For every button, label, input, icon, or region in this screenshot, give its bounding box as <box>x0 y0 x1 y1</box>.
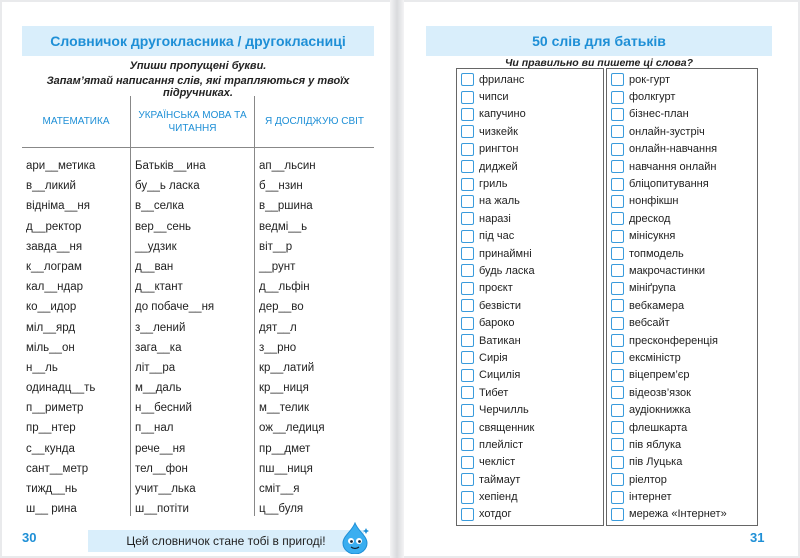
checklist-word: відеозв’язок <box>629 386 691 399</box>
checkbox[interactable] <box>461 404 474 417</box>
word-item: ап__льсин <box>259 160 316 172</box>
checklist-item <box>457 141 603 158</box>
checklist-item <box>457 488 603 505</box>
checklist-word: на жаль <box>479 195 520 208</box>
checklist-word: безвісти <box>479 299 522 312</box>
checkbox[interactable] <box>461 247 474 260</box>
checklist-item <box>457 471 603 488</box>
word-item: п__нал <box>135 422 174 435</box>
checklist-item <box>607 349 757 366</box>
checklist-item <box>607 88 757 105</box>
checklist-word: вебкамера <box>629 299 685 312</box>
checklist-word: пів Луцька <box>629 456 683 469</box>
word-item: в__ликий <box>26 180 76 193</box>
checkbox[interactable] <box>611 317 624 330</box>
word-item: кр__ниця <box>259 382 309 395</box>
checklist-word: флешкарта <box>629 421 688 434</box>
checklist-word: топмодель <box>629 247 684 260</box>
checklist-item <box>457 106 603 123</box>
checkbox[interactable] <box>611 299 624 312</box>
checkbox[interactable] <box>611 404 624 417</box>
checkbox[interactable] <box>611 143 624 156</box>
checklist-item <box>607 314 757 331</box>
checklist-item <box>607 141 757 158</box>
word-item: літ__ра <box>135 361 176 374</box>
word-list <box>131 148 254 519</box>
word-item: в__селка <box>135 200 185 213</box>
word-item: тижд__нь <box>26 483 78 495</box>
word-item: сант__метр <box>26 462 89 475</box>
checklist-item <box>607 106 757 123</box>
word-item: зага__ка <box>135 341 182 354</box>
word-item: н__бесний <box>135 402 192 415</box>
checklist-item <box>607 123 757 140</box>
checkbox[interactable] <box>611 508 624 521</box>
checklist-item <box>457 332 603 349</box>
word-item: __рунт <box>259 260 296 273</box>
checklist-item <box>607 228 757 245</box>
word-item: __удзик <box>135 240 177 253</box>
checkbox[interactable] <box>611 386 624 399</box>
checklist-item <box>457 367 603 384</box>
checkbox[interactable] <box>461 351 474 364</box>
word-item: до побаче__ня <box>135 301 215 314</box>
checklist-item <box>457 454 603 471</box>
word-item: д__ван <box>135 260 174 273</box>
checklist-item <box>457 349 603 366</box>
checklist-item <box>457 228 603 245</box>
checkbox[interactable] <box>611 351 624 364</box>
instruction-fill-letters: Упиши пропущені букви. <box>129 60 267 72</box>
checklist-word: будь ласка <box>479 264 535 277</box>
word-item: пр__нтер <box>26 422 76 435</box>
word-item: Батьків__ина <box>135 160 206 172</box>
question-text: Чи правильно ви пишете ці слова? <box>505 57 693 69</box>
checklist-item <box>457 401 603 418</box>
word-item: д__ктант <box>135 281 183 294</box>
word-item: сміт__я <box>259 483 300 495</box>
word-item: в__ршина <box>259 200 313 213</box>
page-number-left: 30 <box>22 530 37 545</box>
checklist-word: чипси <box>479 91 509 104</box>
checkbox[interactable] <box>461 334 474 347</box>
checklist-item <box>607 506 757 523</box>
checklist-word: фолкгурт <box>629 91 676 104</box>
checklist-item <box>607 332 757 349</box>
checklist-item <box>607 436 757 453</box>
checklist-word: аудіокнижка <box>629 404 691 417</box>
word-item: віт__р <box>259 240 293 253</box>
word-item: дят__л <box>259 321 297 334</box>
checkbox[interactable] <box>611 195 624 208</box>
checkbox[interactable] <box>461 178 474 191</box>
checkbox[interactable] <box>611 264 624 277</box>
checklist-word: вебсайт <box>629 317 670 330</box>
word-item: кр__латий <box>259 361 315 374</box>
right-banner: 50 слів для батьків <box>426 26 772 56</box>
checklist-word: таймаут <box>479 473 521 486</box>
checklist-word: диджей <box>479 160 518 173</box>
checklist-item <box>607 401 757 418</box>
checklist-word: онлайн-зустріч <box>629 125 705 138</box>
checklist-word: хотдог <box>479 508 512 521</box>
word-item: н__ль <box>26 361 58 374</box>
footer-banner: Цей словничок стане тобі в пригоді! <box>88 530 364 552</box>
checklist-word: капучино <box>479 108 526 121</box>
checkbox[interactable] <box>461 421 474 434</box>
checkbox[interactable] <box>611 473 624 486</box>
checkbox[interactable] <box>611 491 624 504</box>
checkbox[interactable] <box>461 299 474 312</box>
checklist-item <box>607 280 757 297</box>
checklist-word: бліцопитування <box>629 178 709 191</box>
word-item: дер__во <box>259 301 304 314</box>
word-item: з__рно <box>259 341 297 354</box>
checkbox[interactable] <box>461 491 474 504</box>
checklist-word: пресконференція <box>629 334 718 347</box>
checklist-word: наразі <box>479 212 511 225</box>
checkbox[interactable] <box>611 421 624 434</box>
checkbox[interactable] <box>461 212 474 225</box>
checklist-word: фриланс <box>479 73 525 86</box>
checklist-word: мережа «Інтернет» <box>629 508 727 521</box>
checklist-item <box>607 175 757 192</box>
word-item: ц__буля <box>259 503 304 516</box>
checklist-item <box>607 384 757 401</box>
checklist-word: Сицилія <box>479 369 521 382</box>
word-item: учит__лька <box>135 483 196 495</box>
checklist-word: ріелтор <box>629 473 667 486</box>
left-banner: Словничок другокласника / другокласниці <box>22 26 374 56</box>
checklist-word: ексміністр <box>629 351 681 364</box>
word-item: м__телик <box>259 402 310 415</box>
word-item: ож__ледиця <box>259 422 325 435</box>
checkbox[interactable] <box>611 160 624 173</box>
word-item: пш__ниця <box>259 462 313 475</box>
checklist-item <box>457 88 603 105</box>
word-item: ко__идор <box>26 301 77 314</box>
checklist <box>607 69 757 523</box>
checklist-word: бізнес-план <box>629 108 689 121</box>
checklist-item <box>607 367 757 384</box>
checklist <box>457 69 603 523</box>
checkbox[interactable] <box>611 456 624 469</box>
checklist-word: мініґрупа <box>629 282 676 295</box>
column-ukrainian <box>130 96 254 516</box>
checklist-word: принаймні <box>479 247 532 260</box>
checklist-word: рингтон <box>479 143 519 156</box>
word-item: д__льфін <box>259 281 310 294</box>
checkbox[interactable] <box>461 369 474 382</box>
checklist-item <box>457 384 603 401</box>
word-item: міл__ярд <box>26 321 76 334</box>
column-header: УКРАЇНСЬКА МОВА ТА ЧИТАННЯ <box>131 96 254 148</box>
words-column-left <box>456 68 604 526</box>
words-column-right <box>606 68 758 526</box>
checkbox[interactable] <box>461 456 474 469</box>
checkbox[interactable] <box>611 282 624 295</box>
checkbox[interactable] <box>611 73 624 86</box>
column-header: МАТЕМАТИКА <box>22 96 130 148</box>
checklist-word: Тибет <box>479 386 509 399</box>
checkbox[interactable] <box>611 178 624 191</box>
word-item: бу__ь ласка <box>135 180 200 193</box>
checklist-word: Черчилль <box>479 404 529 417</box>
checklist-word: макрочастинки <box>629 264 706 277</box>
checklist-item <box>457 419 603 436</box>
checklist-item <box>607 454 757 471</box>
checklist-item <box>457 314 603 331</box>
checkbox[interactable] <box>461 317 474 330</box>
checkbox[interactable] <box>461 108 474 121</box>
checklist-item <box>457 158 603 175</box>
checkbox[interactable] <box>611 247 624 260</box>
word-item: тел__фон <box>135 462 188 475</box>
checkbox[interactable] <box>461 282 474 295</box>
word-item: ш__потіти <box>135 503 189 516</box>
checklist-item <box>457 175 603 192</box>
checkbox[interactable] <box>461 508 474 521</box>
checklist-word: пів яблука <box>629 438 682 451</box>
instruction-remember: Запам’ятай написання слів, які трапляються у твоїх підручниках. <box>46 75 350 99</box>
checklist-word: хепіенд <box>479 491 518 504</box>
word-item: кал__ндар <box>26 281 84 294</box>
checklist-word: гриль <box>479 178 508 191</box>
word-list <box>22 148 130 519</box>
checkbox[interactable] <box>461 195 474 208</box>
word-list <box>255 148 374 519</box>
vocabulary-table <box>22 96 374 516</box>
word-item: одинадц__ть <box>26 382 96 395</box>
checkbox[interactable] <box>461 230 474 243</box>
word-item: ари__метика <box>26 160 96 172</box>
checklist-word: плейліст <box>479 438 524 451</box>
checklist-item <box>607 419 757 436</box>
left-page <box>2 2 390 556</box>
checklist-item <box>607 158 757 175</box>
word-item: с__кунда <box>26 442 75 455</box>
checkbox[interactable] <box>611 212 624 225</box>
checklist-word: проєкт <box>479 282 513 295</box>
checklist-word: бароко <box>479 317 515 330</box>
checkbox[interactable] <box>461 264 474 277</box>
word-item: ведмі__ь <box>259 220 308 233</box>
checklist-item <box>607 245 757 262</box>
word-item: з__лений <box>135 321 186 334</box>
checklist-word: дрескод <box>629 212 671 225</box>
checkbox[interactable] <box>461 473 474 486</box>
word-item: м__даль <box>135 382 182 395</box>
checkbox[interactable] <box>461 91 474 104</box>
checklist-word: чизкейк <box>479 125 518 138</box>
checklist-item <box>607 471 757 488</box>
checkbox[interactable] <box>611 108 624 121</box>
right-page <box>404 2 798 556</box>
checkbox[interactable] <box>611 334 624 347</box>
word-item: д__ректор <box>26 220 82 233</box>
word-item: б__нзин <box>259 180 303 193</box>
checklist-word: онлайн-навчання <box>629 143 718 156</box>
checklist-word: віцепрем’єр <box>629 369 690 382</box>
checklist-word: священник <box>479 421 535 434</box>
checklist-item <box>457 262 603 279</box>
checklist-item <box>607 262 757 279</box>
book-spine <box>390 0 404 558</box>
checklist-item <box>457 280 603 297</box>
checkbox[interactable] <box>461 438 474 451</box>
page-number-right: 31 <box>750 530 765 545</box>
checklist-item <box>607 297 757 314</box>
word-item: пр__дмет <box>259 442 311 455</box>
checkbox[interactable] <box>611 438 624 451</box>
checklist-word: під час <box>479 230 515 243</box>
checklist-word: навчання онлайн <box>629 160 717 173</box>
checklist-item <box>457 210 603 227</box>
checklist-item <box>457 193 603 210</box>
word-item: ш__ рина <box>26 503 77 516</box>
checklist-item <box>457 245 603 262</box>
word-item: рече__ня <box>135 442 186 455</box>
checkbox[interactable] <box>461 386 474 399</box>
checkbox[interactable] <box>461 143 474 156</box>
word-item: к__лограм <box>26 260 82 273</box>
checklist-item <box>607 210 757 227</box>
checklist-word: інтернет <box>629 491 672 504</box>
checklist-item <box>607 488 757 505</box>
word-item: вер__сень <box>135 220 192 233</box>
checkbox[interactable] <box>461 160 474 173</box>
checkbox[interactable] <box>461 73 474 86</box>
checklist-item <box>457 123 603 140</box>
checkbox[interactable] <box>461 125 474 138</box>
checklist-word: нонфікшн <box>629 195 679 208</box>
word-item: завда__ня <box>26 240 83 253</box>
checkbox[interactable] <box>611 125 624 138</box>
column-world <box>254 96 374 516</box>
checklist-item <box>607 193 757 210</box>
checklist-word: Ватикан <box>479 334 521 347</box>
checklist-item <box>457 71 603 88</box>
checklist-word: чекліст <box>479 456 516 469</box>
checkbox[interactable] <box>611 369 624 382</box>
checklist-item <box>607 71 757 88</box>
checklist-item <box>457 436 603 453</box>
checklist-item <box>457 297 603 314</box>
raindrop-mascot-icon <box>340 522 370 554</box>
word-item: відніма__ня <box>26 200 90 213</box>
checklist-item <box>457 506 603 523</box>
checkbox[interactable] <box>611 91 624 104</box>
checkbox[interactable] <box>611 230 624 243</box>
checklist-word: рок-гурт <box>629 73 671 86</box>
word-item: п__риметр <box>26 402 84 415</box>
checklist-word: Сирія <box>479 351 508 364</box>
column-math <box>22 96 130 516</box>
word-item: міль__он <box>26 341 75 354</box>
checklist-word: мінісукня <box>629 230 676 243</box>
column-header: Я ДОСЛІДЖУЮ СВІТ <box>255 96 374 148</box>
